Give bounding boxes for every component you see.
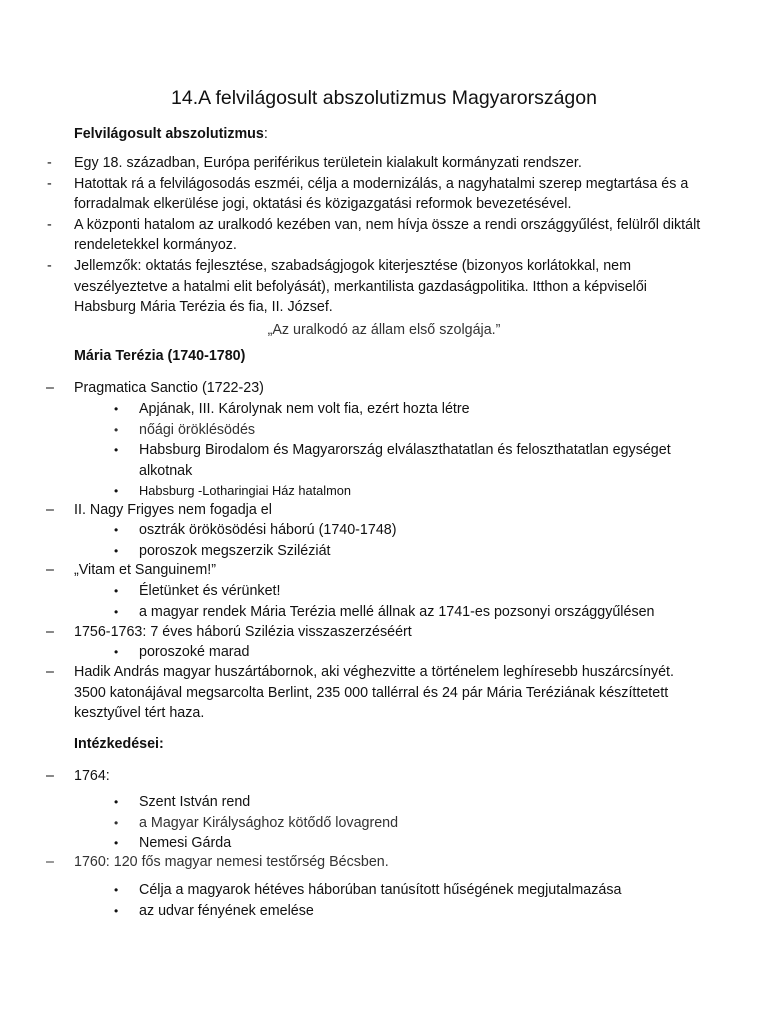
bullet-item: • Célja a magyarok hétéves háborúban tanúsított hűségének megjutalmazása — [114, 882, 622, 898]
list-item: – 1764: — [46, 768, 110, 784]
definition-list — [0, 153, 768, 318]
list-item: - A központi hatalom az uralkodó kezében van, nem hívja össze a rendi országgyűlést, felülről diktált rendeletekkel kormányoz. — [47, 216, 701, 254]
bullet-item: • poroszok megszerzik Sziléziát — [114, 542, 331, 559]
frigyes-item — [0, 500, 768, 521]
list-item: - Egy 18. században, Európa periférikus területein kialakult kormányzati rendszer. — [47, 155, 582, 171]
hadik-item — [0, 662, 768, 724]
bullet-item: • Habsburg -Lotharingiai Ház hatalmon — [114, 483, 351, 499]
list-item: – Hadik András magyar huszártábornok, aki véghezvitte a történelem leghíresebb huszárcsínyét. 3500 katonájával megsarcolta Berlint, 235 000 tallérral és 24 pár Mária Teréziának készíttetett kesztyűvel tért haza. — [46, 664, 674, 722]
list-item: – „Vitam et Sanguinem!” — [46, 562, 216, 578]
vitam-bullets — [0, 581, 768, 622]
vitam-item — [0, 560, 768, 581]
bullet-item: • osztrák örökösödési háború (1740-1748) — [114, 522, 397, 538]
bullet-item: • Életünket és vérünket! — [114, 583, 281, 599]
section-heading-maria-terezia: Mária Terézia (1740-1780) — [74, 348, 246, 364]
list-item: – 1760: 120 fős magyar nemesi testőrség Bécsben. — [46, 854, 389, 870]
frigyes-bullets — [0, 520, 768, 561]
hetves-bullets — [0, 642, 768, 663]
pragmatica-bullets — [0, 399, 768, 502]
quote: „Az uralkodó az állam első szolgája.” — [267, 322, 501, 338]
section-heading-intezkedesei: Intézkedései: — [74, 736, 164, 752]
y1764-bullets — [0, 792, 768, 854]
list-item: – 1756-1763: 7 éves háború Szilézia visszaszerzéséért — [46, 624, 412, 640]
pragmatica-item — [0, 378, 768, 399]
bullet-item: • nőági öröklésödés — [114, 421, 256, 438]
bullet-item: • a Magyar Királysághoz kötődő lovagrend — [114, 814, 399, 831]
bullet-item: • az udvar fényének emelése — [114, 902, 314, 919]
section-heading-abszolutizmus: Felvilágosult abszolutizmus: — [74, 126, 268, 142]
bullet-item: • Nemesi Gárda — [114, 835, 232, 852]
bullet-item: • poroszoké marad — [114, 644, 250, 660]
bullet-item: • Apjának, III. Károlynak nem volt fia, ezért hozta létre — [114, 401, 470, 417]
list-item: – II. Nagy Frigyes nem fogadja el — [46, 502, 272, 518]
y1760-bullets — [0, 880, 768, 921]
list-item: – Pragmatica Sanctio (1722-23) — [46, 380, 264, 396]
y1764-item — [0, 766, 768, 787]
list-item: - Hatottak rá a felvilágosodás eszméi, célja a modernizálás, a nagyhatalmi szerep megtartása és a forradalmak elkerülése jogi, oktatási és közigazgatási reformok bevezetésével. — [47, 175, 689, 213]
list-item: - Jellemzők: oktatás fejlesztése, szabadságjogok kiterjesztése (bizonyos korlátokkal, nem veszélyeztetve a hatalmi elit befolyását), merkantilista gazdaságpolitika. Itthon a képviselői Habsburg Mária Terézia és fia, II. József. — [47, 257, 647, 316]
hetves-item — [0, 622, 768, 643]
bullet-item: • Habsburg Birodalom és Magyarország elválaszthatatlan és feloszthatatlan egységet alkotnak — [114, 442, 671, 479]
bullet-item: • Szent István rend — [114, 794, 251, 810]
page-title: 14.A felvilágosult abszolutizmus Magyarországon — [171, 87, 597, 109]
y1760-item — [0, 852, 768, 873]
bullet-item: • a magyar rendek Mária Terézia mellé állnak az 1741-es pozsonyi országgyűlésen — [114, 603, 655, 620]
